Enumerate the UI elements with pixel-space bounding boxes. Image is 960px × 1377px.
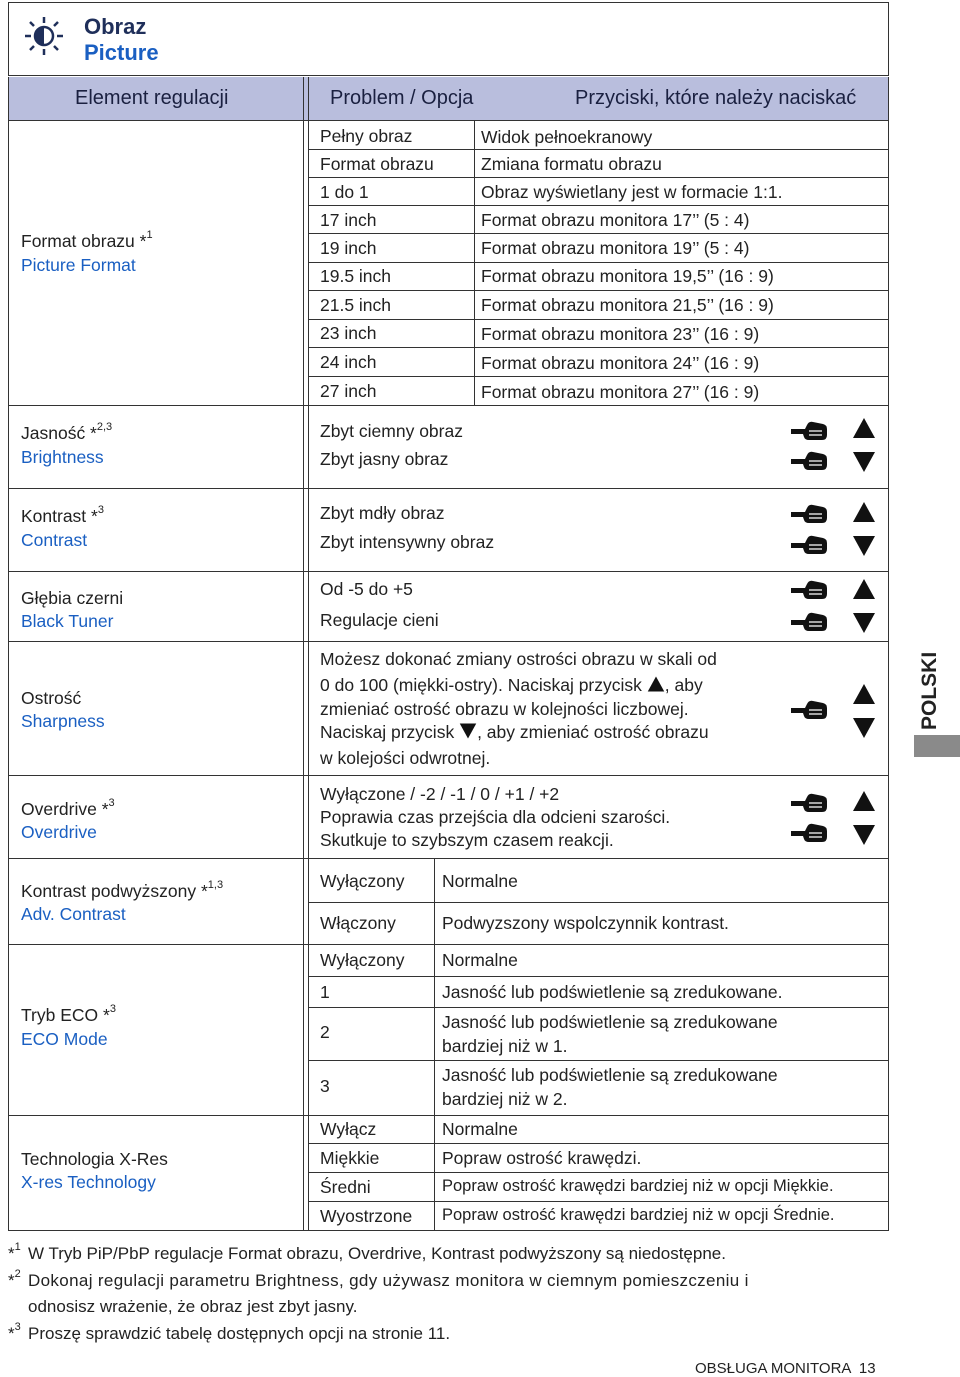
adv-contrast-label: Kontrast podwyższony *$^{1,3}$ xyxy=(21,879,224,901)
overdrive-label-en: Overdrive xyxy=(21,822,97,842)
footnote-text: Proszę sprawdzić tabelę dostępnych opcji na stronie 11. xyxy=(28,1324,451,1343)
up-arrow-icon xyxy=(647,675,665,693)
hand-pointer-icon xyxy=(789,449,829,473)
brightness-label-en: Brightness xyxy=(21,447,104,467)
problem-text: Wyłączone / -2 / -1 / 0 / +1 / +2 xyxy=(320,784,560,804)
desc-cell: Format obrazu monitora 17’’ (5 : 4) xyxy=(481,210,750,230)
footnote-text: W Tryb PiP/PbP regulacje Format obrazu, Overdrive, Kontrast podwyższony są niedostępne. xyxy=(28,1244,726,1263)
desc-cell: Popraw ostrość krawędzi. xyxy=(442,1148,642,1168)
footnote: *$^3$ xyxy=(8,1321,21,1343)
footnote: *$^1$ xyxy=(8,1241,21,1263)
option-cell: Średni xyxy=(320,1177,371,1197)
desc-cell: Obraz wyświetlany jest w formacie 1:1. xyxy=(481,182,783,202)
eco-mode-label-en: ECO Mode xyxy=(21,1029,108,1049)
problem-text: Skutkuje to szybszym czasem reakcji. xyxy=(320,830,614,850)
page-footer: OBSŁUGA MONITORA 13 xyxy=(695,1360,876,1377)
desc-cell: Format obrazu monitora 21,5’’ (16 : 9) xyxy=(481,295,774,315)
option-cell: Włączony xyxy=(320,913,396,933)
sharpness-label-en: Sharpness xyxy=(21,711,105,731)
option-cell: 23 inch xyxy=(320,323,377,343)
column-header-control: Element regulacji xyxy=(75,87,229,109)
option-cell: Wyłączony xyxy=(320,871,405,891)
picture-format-label: Format obrazu *$^1$ xyxy=(21,229,153,251)
problem-text: zmieniać ostrość obrazu w kolejności liczbowej. xyxy=(320,699,689,719)
xres-label: Technologia X-Res xyxy=(21,1149,168,1169)
contrast-label-en: Contrast xyxy=(21,530,88,550)
language-tab xyxy=(912,640,942,735)
option-cell: 27 inch xyxy=(320,381,377,401)
down-arrow-icon xyxy=(852,716,876,740)
brightness-label: Jasność *$^{2,3}$ xyxy=(21,421,113,443)
option-cell: 3 xyxy=(320,1076,330,1096)
footnote-text: Dokonaj regulacji parametru Brightness, gdy używasz monitora w ciemnym pomieszczeniu i xyxy=(28,1271,749,1290)
desc-cell: Format obrazu monitora 24’’ (16 : 9) xyxy=(481,353,760,373)
black-tuner-label-en: Black Tuner xyxy=(21,611,114,631)
problem-text: w kolejości odwrotnej. xyxy=(320,748,491,768)
option-cell: 19 inch xyxy=(320,238,377,258)
option-cell: Wyostrzone xyxy=(320,1206,413,1226)
option-cell: 2 xyxy=(320,1022,330,1042)
hand-pointer-icon xyxy=(789,578,829,602)
option-cell: Pełny obraz xyxy=(320,126,413,146)
black-tuner-label: Głębia czerni xyxy=(21,588,124,608)
option-cell: 1 xyxy=(320,982,330,1002)
hand-pointer-icon xyxy=(789,610,829,634)
hand-pointer-icon xyxy=(789,502,829,526)
option-cell: Wyłącz xyxy=(320,1119,377,1139)
option-cell: Format obrazu xyxy=(320,154,434,174)
page-title-en: Picture xyxy=(84,40,159,65)
up-arrow-icon xyxy=(852,416,876,440)
down-arrow-icon xyxy=(852,450,876,474)
language-tab-bar xyxy=(914,735,960,757)
picture-format-label-en: Picture Format xyxy=(21,255,136,275)
problem-text: Od -5 do +5 xyxy=(320,579,413,599)
desc-cell: Normalne xyxy=(442,871,518,891)
column-header-buttons: Przyciski, które należy naciskać xyxy=(575,87,857,109)
desc-cell: Popraw ostrość krawędzi bardziej niż w opcji Średnie. xyxy=(442,1206,835,1224)
desc-cell: Widok pełnoekranowy xyxy=(481,127,653,147)
problem-text: Regulacje cieni xyxy=(320,610,439,630)
column-header-row xyxy=(8,77,889,121)
desc-cell: Format obrazu monitora 27’’ (16 : 9) xyxy=(481,382,760,402)
down-arrow-icon xyxy=(852,823,876,847)
problem-text: Możesz dokonać zmiany ostrości obrazu w skali od xyxy=(320,649,717,669)
column-divider xyxy=(303,77,309,1231)
up-arrow-icon xyxy=(852,577,876,601)
desc-cell: Format obrazu monitora 19’’ (5 : 4) xyxy=(481,238,750,258)
xres-label-en: X-res Technology xyxy=(21,1172,156,1192)
problem-text: Naciskaj przycisk , aby zmieniać ostrość obrazu xyxy=(320,722,709,742)
problem-text: Zbyt mdły obraz xyxy=(320,503,445,523)
option-cell: 17 inch xyxy=(320,210,377,230)
desc-cell: Zmiana formatu obrazu xyxy=(481,154,662,174)
option-cell: Wyłączony xyxy=(320,950,405,970)
problem-text: Zbyt jasny obraz xyxy=(320,449,449,469)
column-header-problem: Problem / Opcja xyxy=(330,87,474,109)
hand-pointer-icon xyxy=(789,533,829,557)
desc-cell: Format obrazu monitora 19,5’’ (16 : 9) xyxy=(481,266,774,286)
desc-cell: Jasność lub podświetlenie są zredukowane xyxy=(442,1012,778,1032)
footnote-text: odnosisz wrażenie, że obraz jest zbyt jasny. xyxy=(28,1297,358,1316)
desc-cell: Jasność lub podświetlenie są zredukowane xyxy=(442,1065,778,1085)
overdrive-label: Overdrive *$^3$ xyxy=(21,797,115,819)
adv-contrast-label-en: Adv. Contrast xyxy=(21,904,126,924)
desc-cell: Popraw ostrość krawędzi bardziej niż w opcji Miękkie. xyxy=(442,1177,834,1195)
desc-cell: Podwyzszony wspolczynnik kontrast. xyxy=(442,913,729,933)
hand-pointer-icon xyxy=(789,419,829,443)
option-cell: 24 inch xyxy=(320,352,377,372)
desc-cell: bardziej niż w 2. xyxy=(442,1089,568,1109)
desc-cell: Jasność lub podświetlenie są zredukowane. xyxy=(442,982,783,1002)
hand-pointer-icon xyxy=(789,821,829,845)
desc-cell: Normalne xyxy=(442,1119,518,1139)
page-title: Obraz xyxy=(84,14,147,39)
hand-pointer-icon xyxy=(789,791,829,815)
up-arrow-icon xyxy=(852,682,876,706)
desc-cell: Normalne xyxy=(442,950,518,970)
desc-cell: bardziej niż w 1. xyxy=(442,1036,568,1056)
up-arrow-icon xyxy=(852,789,876,813)
problem-text: 0 do 100 (miękki-ostry). Naciskaj przycisk , aby xyxy=(320,675,703,695)
down-arrow-icon xyxy=(852,534,876,558)
sharpness-label: Ostrość xyxy=(21,688,82,708)
up-arrow-icon xyxy=(852,500,876,524)
problem-text: Zbyt ciemny obraz xyxy=(320,421,463,441)
down-arrow-icon xyxy=(852,611,876,635)
language-tab-label: POLSKI xyxy=(918,651,941,730)
down-arrow-icon xyxy=(459,722,477,740)
hand-pointer-icon xyxy=(789,698,829,722)
desc-cell: Format obrazu monitora 23’’ (16 : 9) xyxy=(481,324,760,344)
option-cell: Miękkie xyxy=(320,1148,380,1168)
option-cell: 21.5 inch xyxy=(320,295,392,315)
problem-text: Poprawia czas przejścia dla odcieni szarości. xyxy=(320,807,671,827)
problem-text: Zbyt intensywny obraz xyxy=(320,532,495,552)
eco-mode-label: Tryb ECO *$^3$ xyxy=(21,1003,116,1025)
option-cell: 1 do 1 xyxy=(320,182,369,202)
brightness-sun-icon xyxy=(24,16,64,56)
option-cell: 19.5 inch xyxy=(320,266,392,286)
contrast-label: Kontrast *$^3$ xyxy=(21,504,104,526)
footnote: *$^2$ xyxy=(8,1268,21,1290)
